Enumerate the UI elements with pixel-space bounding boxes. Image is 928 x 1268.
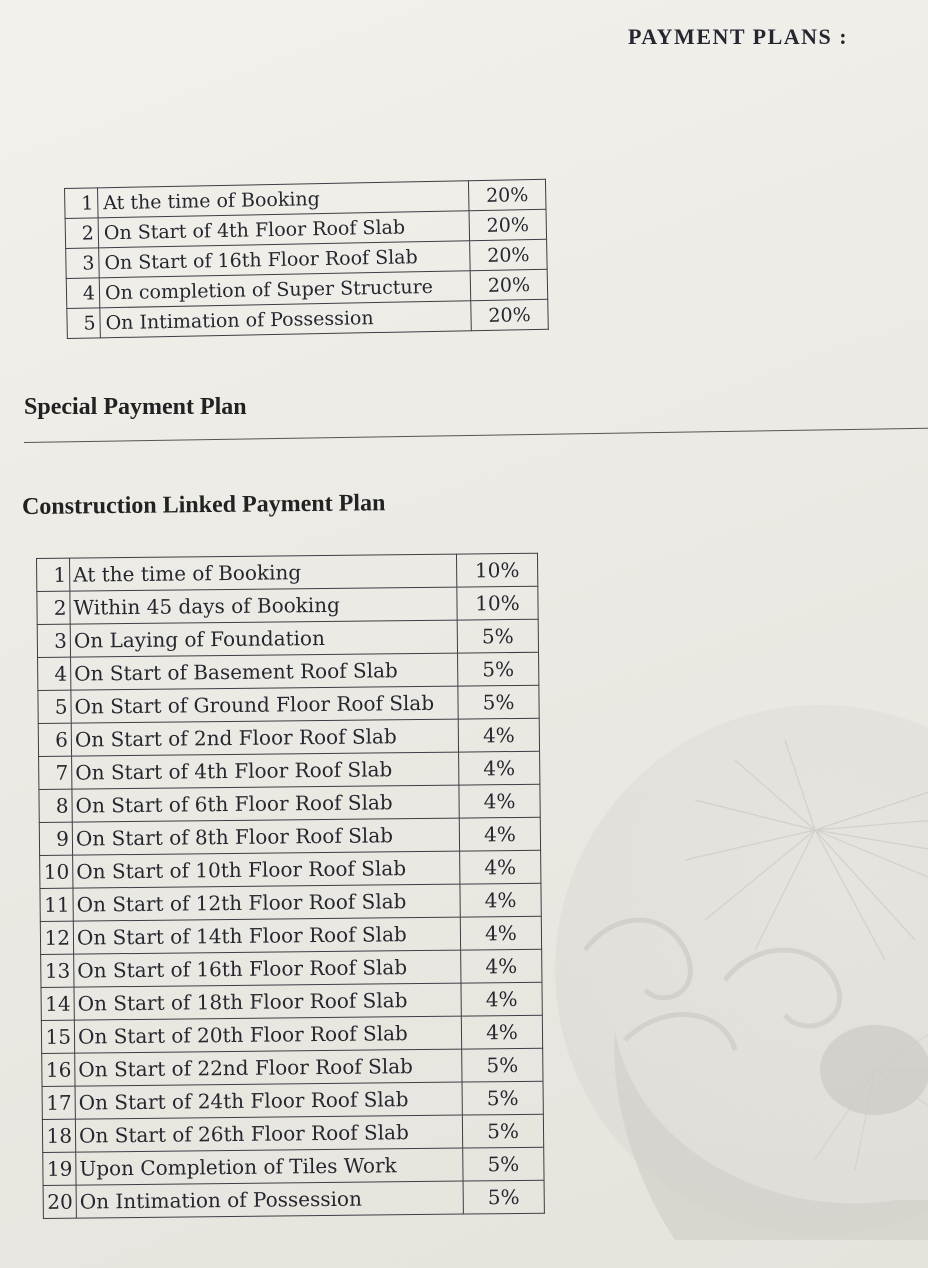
plan2-row — [42, 1114, 543, 1152]
row-description: On Start of 10th Floor Roof Slab — [73, 851, 460, 888]
plan2-row — [37, 553, 538, 591]
row-number: 14 — [41, 987, 74, 1020]
plan2-row — [37, 586, 538, 624]
row-percentage: 20% — [469, 209, 547, 240]
row-percentage: 5% — [463, 1147, 544, 1181]
row-percentage: 5% — [458, 685, 539, 719]
row-percentage: 20% — [471, 299, 549, 330]
row-percentage: 20% — [470, 239, 548, 270]
plan2-row — [38, 718, 539, 756]
row-number: 1 — [37, 558, 70, 591]
row-description: On Start of Ground Floor Roof Slab — [71, 686, 458, 723]
row-description: On Start of Basement Roof Slab — [71, 653, 458, 690]
row-percentage: 4% — [460, 916, 541, 950]
row-description: On Start of 16th Floor Roof Slab — [99, 241, 471, 278]
plan2-row — [40, 916, 541, 954]
row-percentage: 10% — [456, 553, 537, 587]
plan2-row — [43, 1180, 544, 1218]
row-description: Upon Completion of Tiles Work — [76, 1148, 463, 1185]
row-number: 4 — [38, 657, 71, 690]
row-description: On Start of 2nd Floor Roof Slab — [71, 719, 458, 756]
row-description: On Intimation of Possession — [76, 1181, 463, 1218]
construction-plan-table — [36, 553, 545, 1219]
row-percentage: 4% — [460, 850, 541, 884]
row-percentage: 4% — [459, 751, 540, 785]
row-percentage: 4% — [459, 784, 540, 818]
row-number: 18 — [42, 1119, 75, 1152]
plan2-row — [39, 784, 540, 822]
row-number: 17 — [42, 1086, 75, 1119]
row-description: On Start of 6th Floor Roof Slab — [72, 785, 459, 822]
row-description: On Start of 8th Floor Roof Slab — [72, 818, 459, 855]
row-description: At the time of Booking — [70, 554, 457, 591]
row-number: 2 — [65, 218, 99, 249]
row-percentage: 10% — [457, 586, 538, 620]
plan2-row — [42, 1048, 543, 1086]
row-description: On completion of Super Structure — [99, 271, 471, 308]
special-plan-title: Special Payment Plan — [24, 394, 247, 420]
row-number: 3 — [66, 248, 100, 279]
row-description: On Start of 14th Floor Roof Slab — [73, 917, 460, 954]
plan2-row — [38, 685, 539, 723]
row-description: On Start of 20th Floor Roof Slab — [74, 1016, 461, 1053]
row-percentage: 4% — [459, 817, 540, 851]
plan2-row — [40, 850, 541, 888]
row-number: 20 — [43, 1185, 76, 1218]
row-number: 4 — [66, 278, 100, 309]
row-description: On Start of 26th Floor Roof Slab — [75, 1115, 462, 1152]
row-percentage: 5% — [463, 1180, 544, 1214]
row-description: On Laying of Foundation — [70, 620, 457, 657]
row-number: 11 — [40, 888, 73, 921]
row-percentage: 5% — [462, 1114, 543, 1148]
row-number: 3 — [37, 624, 70, 657]
row-percentage: 4% — [458, 718, 539, 752]
row-number: 10 — [40, 855, 73, 888]
plan2-row — [39, 817, 540, 855]
row-number: 5 — [38, 690, 71, 723]
plan2-row — [40, 883, 541, 921]
row-number: 13 — [41, 954, 74, 987]
plan2-row — [37, 619, 538, 657]
row-number: 2 — [37, 591, 70, 624]
plan2-row — [43, 1147, 544, 1185]
row-description: On Start of 22nd Floor Roof Slab — [75, 1049, 462, 1086]
row-percentage: 5% — [462, 1081, 543, 1115]
row-percentage: 5% — [462, 1048, 543, 1082]
row-description: On Intimation of Possession — [100, 301, 472, 338]
row-description: On Start of 4th Floor Roof Slab — [72, 752, 459, 789]
row-number: 19 — [43, 1152, 76, 1185]
row-description: On Start of 12th Floor Roof Slab — [73, 884, 460, 921]
plan2-row — [39, 751, 540, 789]
plan2-row — [38, 652, 539, 690]
row-percentage: 4% — [461, 1015, 542, 1049]
row-number: 8 — [39, 789, 72, 822]
row-percentage: 4% — [461, 982, 542, 1016]
row-description: On Start of 24th Floor Roof Slab — [75, 1082, 462, 1119]
decorative-emblem-icon — [555, 700, 928, 1240]
row-number: 15 — [41, 1020, 74, 1053]
row-description: On Start of 18th Floor Roof Slab — [74, 983, 461, 1020]
row-description: Within 45 days of Booking — [70, 587, 457, 624]
plan2-row — [41, 1015, 542, 1053]
row-number: 1 — [65, 188, 99, 219]
row-number: 9 — [39, 822, 72, 855]
plan2-row — [41, 949, 542, 987]
row-number: 16 — [42, 1053, 75, 1086]
row-number: 7 — [39, 756, 72, 789]
row-description: At the time of Booking — [98, 181, 470, 218]
page-title: PAYMENT PLANS : — [628, 24, 849, 49]
row-percentage: 4% — [461, 949, 542, 983]
divider — [24, 428, 928, 443]
construction-plan-title: Construction Linked Payment Plan — [21, 490, 386, 520]
row-percentage: 20% — [470, 269, 548, 300]
row-percentage: 5% — [458, 652, 539, 686]
plan2-row — [42, 1081, 543, 1119]
plan2-row — [41, 982, 542, 1020]
row-percentage: 5% — [457, 619, 538, 653]
row-description: On Start of 4th Floor Roof Slab — [98, 211, 470, 248]
row-percentage: 20% — [468, 179, 546, 210]
row-description: On Start of 16th Floor Roof Slab — [74, 950, 461, 987]
payment-plan-table — [64, 179, 549, 339]
row-number: 6 — [38, 723, 71, 756]
row-number: 12 — [40, 921, 73, 954]
row-percentage: 4% — [460, 883, 541, 917]
row-number: 5 — [67, 308, 101, 339]
